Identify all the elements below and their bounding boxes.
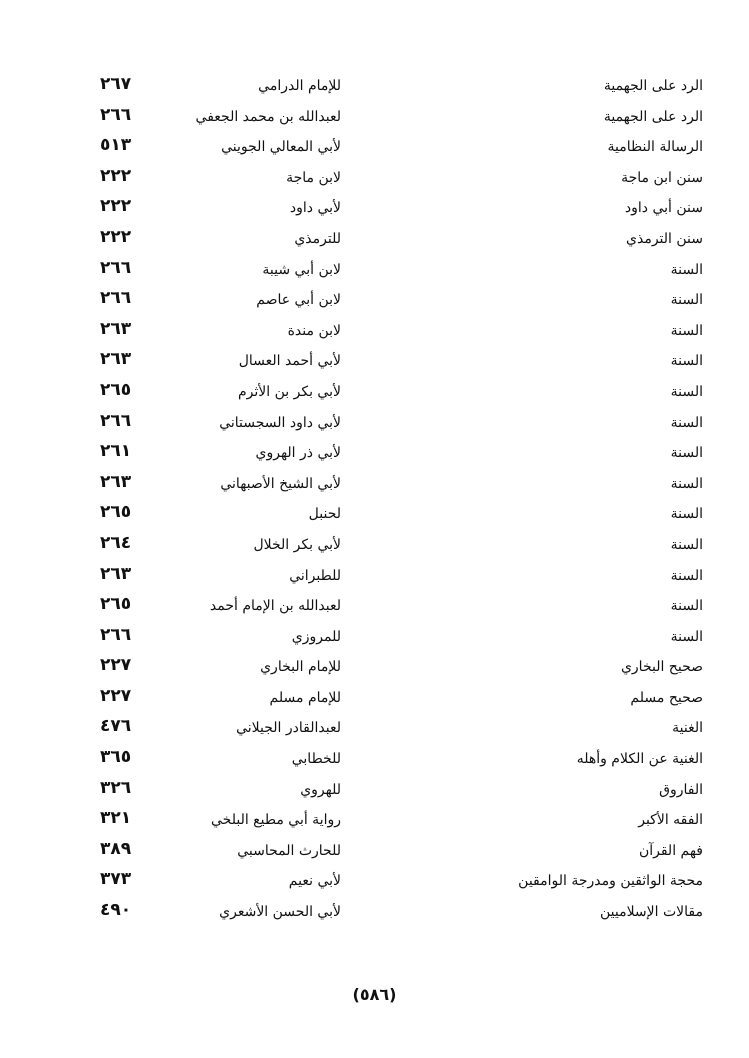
index-row (0, 258, 749, 289)
book-title: السنة (670, 414, 703, 431)
book-title: السنة (670, 598, 703, 615)
book-author: لأبي المعالي الجويني (221, 139, 341, 156)
book-author: لأبي الحسن الأشعري (219, 904, 341, 921)
index-row (0, 74, 749, 105)
index-row (0, 196, 749, 227)
book-author: للترمذي (294, 230, 341, 247)
book-title: السنة (670, 353, 703, 370)
index-row (0, 869, 749, 900)
index-row (0, 411, 749, 442)
book-author: للمروزي (291, 628, 341, 645)
book-author: لعبدالقادر الجيلاني (236, 720, 341, 737)
footer-page-number: (٥٨٦) (352, 985, 397, 1004)
index-row (0, 686, 749, 717)
page-reference: ٢٦٦ (100, 104, 132, 125)
page-reference: ٣٨٩ (100, 838, 132, 859)
book-title: سنن ابن ماجة (621, 169, 703, 186)
book-title: السنة (670, 475, 703, 492)
page-reference: ٢٦٣ (100, 349, 132, 370)
page-reference: ٣٦٥ (100, 747, 132, 768)
book-author: للإمام مسلم (269, 689, 341, 706)
page-reference: ٣٢٦ (100, 777, 132, 798)
page-reference: ٢٦٥ (100, 594, 132, 615)
book-title: صحيح البخاري (620, 659, 703, 676)
index-list (0, 74, 749, 931)
page-reference: ٢٦٥ (100, 379, 132, 400)
index-row (0, 625, 749, 656)
book-author: لحنبل (308, 506, 341, 523)
book-title: السنة (670, 322, 703, 339)
index-row (0, 472, 749, 503)
index-row (0, 778, 749, 809)
index-row (0, 594, 749, 625)
index-row (0, 533, 749, 564)
book-title: الغنية عن الكلام وأهله (576, 751, 703, 768)
page-reference: ٢٦١ (100, 441, 132, 462)
book-title: صحيح مسلم (630, 689, 703, 706)
book-author: لأبي داود السجستاني (219, 414, 341, 431)
index-row (0, 900, 749, 931)
index-row (0, 135, 749, 166)
book-author: لأبي الشيخ الأصبهاني (220, 475, 341, 492)
index-row (0, 227, 749, 258)
page-reference: ٤٧٦ (100, 716, 132, 737)
book-author: لعبدالله بن محمد الجعفي (195, 108, 341, 125)
index-row (0, 105, 749, 136)
book-author: للطبراني (289, 567, 341, 584)
book-title: السنة (670, 261, 703, 278)
book-author: لأبي داود (289, 200, 341, 217)
page-reference: ٢٦٥ (100, 502, 132, 523)
book-author: لابن أبي عاصم (256, 292, 341, 309)
book-author: للحارث المحاسبي (237, 842, 341, 859)
page-reference: ٥١٣ (100, 135, 132, 156)
book-title: الرد على الجهمية (603, 108, 703, 125)
book-author: للإمام الدرامي (258, 78, 341, 94)
page-reference: ٢٢٢ (100, 196, 132, 217)
page-reference: ٢٦٦ (100, 257, 132, 278)
index-row (0, 288, 749, 319)
book-author: للخطابي (291, 751, 341, 768)
index-row (0, 319, 749, 350)
index-row (0, 349, 749, 380)
book-author: للإمام البخاري (260, 659, 341, 676)
book-title: السنة (670, 567, 703, 584)
page-reference: ٢٢٢ (100, 165, 132, 186)
book-author: لابن أبي شيبة (262, 261, 341, 278)
page-reference: ٣٢١ (100, 808, 132, 829)
book-author: لأبي نعيم (288, 873, 341, 890)
book-author: لأبي أحمد العسال (238, 353, 341, 370)
index-row (0, 655, 749, 686)
page-reference: ٢٦٤ (100, 532, 132, 553)
page-reference: ٢٢٧ (100, 655, 132, 676)
book-author: لابن ماجة (286, 169, 341, 186)
book-title: الفاروق (659, 781, 703, 798)
index-row (0, 502, 749, 533)
index-row (0, 839, 749, 870)
book-author: لابن مندة (287, 322, 341, 339)
page-reference: ٢٦٦ (100, 624, 132, 645)
book-title: الرسالة النظامية (607, 139, 703, 156)
page-reference: ٢٦٧ (100, 74, 132, 94)
page-reference: ٢٦٣ (100, 318, 132, 339)
book-author: لأبي ذر الهروي (255, 445, 341, 462)
book-title: السنة (670, 506, 703, 523)
page-reference: ٢٦٦ (100, 410, 132, 431)
book-author: لأبي بكر الخلال (253, 536, 341, 553)
book-title: محجة الواثقين ومدرجة الوامقين (518, 873, 703, 890)
book-title: الغنية (672, 720, 703, 737)
book-author: لعبدالله بن الإمام أحمد (209, 598, 341, 615)
book-title: الرد على الجهمية (603, 78, 703, 94)
book-title: سنن الترمذي (626, 230, 703, 247)
book-title: السنة (670, 383, 703, 400)
page-reference: ٢٦٣ (100, 563, 132, 584)
index-row (0, 747, 749, 778)
page-reference: ٣٧٣ (100, 869, 132, 890)
page-reference: ٢٢٢ (100, 226, 132, 247)
book-author: لأبي بكر بن الأثرم (238, 383, 341, 400)
index-row (0, 166, 749, 197)
page-reference: ٤٩٠ (100, 900, 132, 921)
index-row (0, 441, 749, 472)
book-title: السنة (670, 445, 703, 462)
book-title: مقالات الإسلاميين (599, 904, 703, 921)
book-title: سنن أبي داود (624, 200, 703, 217)
book-title: السنة (670, 292, 703, 309)
book-title: السنة (670, 628, 703, 645)
index-row (0, 716, 749, 747)
book-author: للهروي (300, 781, 341, 798)
book-title: السنة (670, 536, 703, 553)
book-author: رواية أبي مطيع البلخي (211, 812, 341, 829)
page-reference: ٢٦٦ (100, 288, 132, 309)
page-reference: ٢٢٧ (100, 685, 132, 706)
index-row (0, 564, 749, 595)
book-title: الفقه الأكبر (638, 812, 703, 829)
index-row (0, 380, 749, 411)
index-row (0, 808, 749, 839)
book-title: فهم القرآن (638, 842, 703, 859)
page-reference: ٢٦٣ (100, 471, 132, 492)
